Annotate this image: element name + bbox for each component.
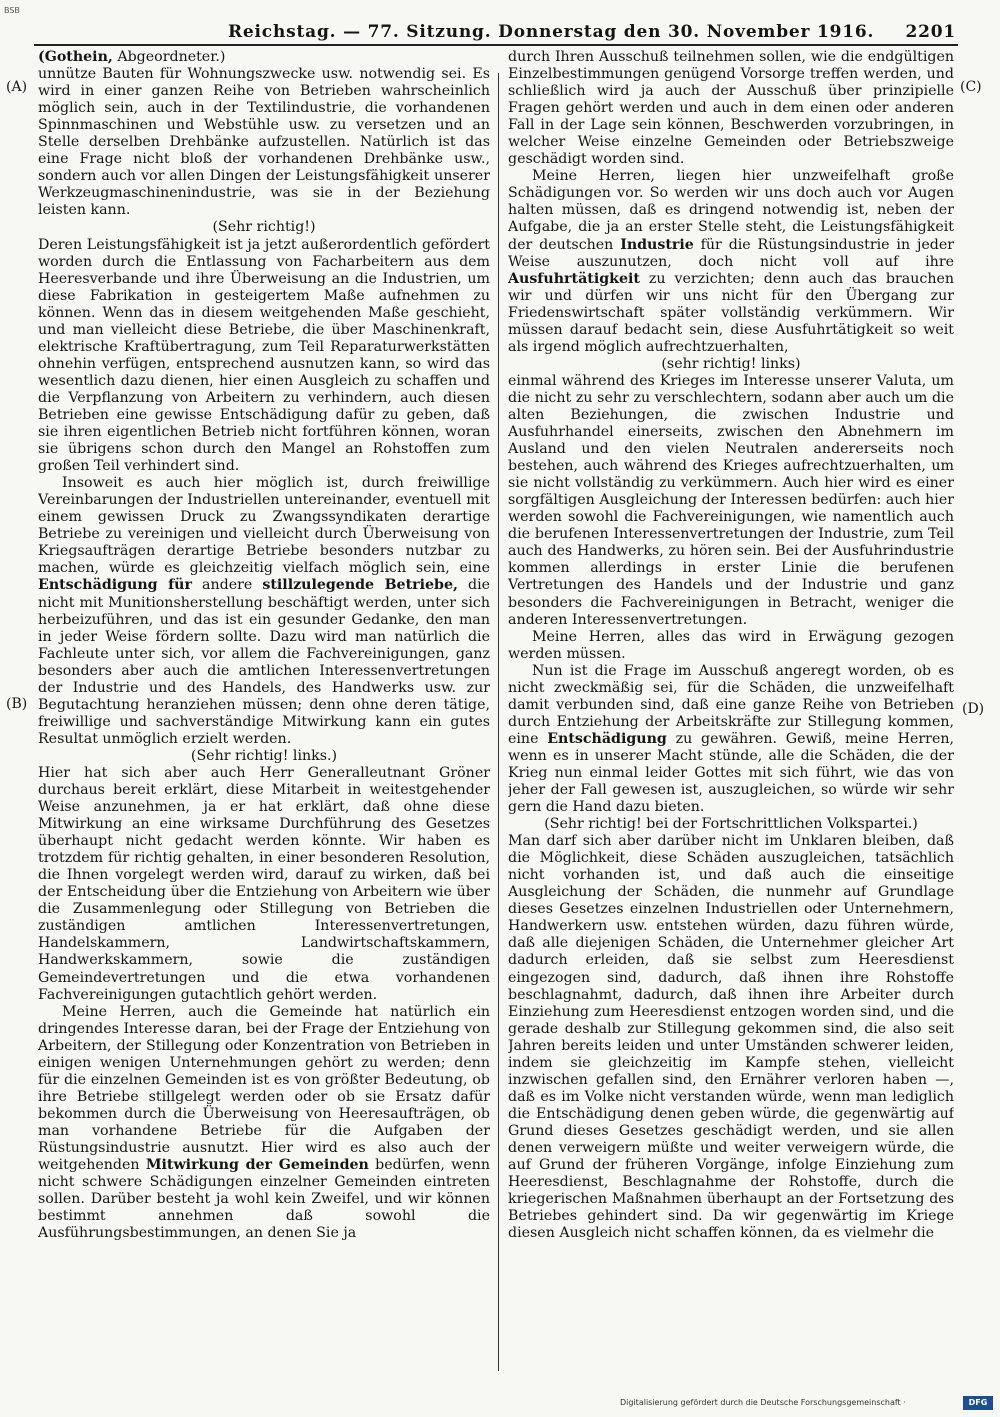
speaker-role: Abgeordneter.): [117, 49, 226, 65]
emphasis: stillzulegende Betriebe,: [262, 577, 458, 594]
margin-marker-d: (D): [962, 701, 985, 717]
paragraph: Man darf sich aber darüber nicht im Unklaren bleiben, daß die Möglichkeit, diese Schäden auszugleichen, tatsächlich nicht vorhanden ist, und daß auch die einseitige Ausgleichung der Schäden, die nunmehr auf Grundlage dieses Gesetzes einzelnen Industriellen oder Unternehmern, Handwerkern usw. entstehen würden, dazu führen würde, daß alle diejenigen Schäden, die Unternehmer gleicher Art dadurch erleiden, daß sie selbst zum Heeresdienst eingezogen sind, dadurch, daß ihnen ihre Rohstoffe beschlagnahmt, dadurch, daß ihnen ihre Arbeiter durch Einziehung zum Heeresdienst entzogen worden sind, und die gerade deshalb zur Stillegung gekommen sind, die also seit Jahren bereits leiden und unter Umständen schwerer leiden, indem sie gleichzeitig im Kampfe stehen, vielleicht inzwischen gefallen sind, den Ernährer verloren haben —, daß es im Volke nicht verstanden würde, wenn man lediglich die Entschädigung denen geben würde, die gegenwärtig auf Grund dieses Gesetzes geschädigt werden, und sie allen denen verweigern müßte und weiter verweigern würde, die auf Grund der früheren Vorgänge, infolge Einziehung zum Heeresdienst, Beschlagnahme der Rohstoffe, durch die kriegerischen Maßnahmen überhaupt an der Fortsetzung des Betriebes gehindert sind. Da wir gegenwärtig im Kriege diesen Ausgleich nicht schaffen können, da es vielmehr die: [508, 833, 954, 1242]
column-rule: [498, 73, 499, 1371]
paragraph: Meine Herren, liegen hier unzweifelhaft große Schädigungen vor. So werden wir uns doch auch vor Augen halten müssen, daß es dringend notwendig ist, neben der Aufgabe, die ja an erster Stelle steht, die Leistungsfähigkeit der deutschen Industrie für die Rüstungsindustrie in jeder Weise auszunutzen, doch nicht voll auf ihre Ausfuhrtätigkeit zu verzichten; denn auch das brauchen wir und dürfen wir uns nicht für den Übergang zur Friedenswirtschaft später vollständig verkümmern. Wir müssen darauf bedacht sein, diese Ausfuhrtätigkeit so weit als irgend möglich aufrechtzuerhalten,: [508, 168, 954, 355]
emphasis: Mitwirkung der Gemeinden: [145, 1157, 369, 1174]
speaker-line: [38, 49, 490, 66]
speaker-name: (Gothein,: [38, 49, 113, 65]
emphasis: Entschädigung: [547, 730, 667, 747]
emphasis: Ausfuhrtätigkeit: [508, 270, 640, 287]
paragraph: Deren Leistungsfähigkeit ist ja jetzt außerordentlich gefördert worden durch die Entlassung von Facharbeitern aus dem Heeresverbande und ihre Überweisung an die Industrien, um diese Fabrikation in gesteigertem Maße aufnehmen zu können. Wenn das in diesem weitgehenden Maße geschieht, und man vielleicht diese Betriebe, die über Maschinenkraft, elektrische Kraftübertragung, zum Teil Reparaturwerkstätten ohnehin verfügen, entsprechend ausnutzen kann, so wird das wesentlich dazu dienen, hier einen Ausgleich zu schaffen und die Verpflanzung von Arbeitern zu verhindern, auch diesen Betrieben eine gewisse Entschädigung dafür zu geben, daß sie ihren eigentlichen Betrieb nicht fortführen können, woran sie übrigens schon durch den Mangel an Rohstoffen zum großen Teil verhindert sind.: [38, 236, 490, 475]
paragraph: Nun ist die Frage im Ausschuß angeregt worden, ob es nicht zweckmäßig sei, für die Schäden, die unzweifelhaft damit verbunden sind, daß eine ganze Reihe von Betrieben durch Entziehung der Arbeitskräfte zur Stillegung kommen, eine Entschädigung zu gewähren. Gewiß, meine Herren, wenn es in unserer Macht stünde, alle die Schäden, die der Krieg nun einmal leider Gottes mit sich führt, wie das von jeher der Fall gewesen ist, auszugleichen, so würde wir sehr gern die Hand dazu bieten.: [508, 662, 954, 816]
paragraph: Insoweit es auch hier möglich ist, durch freiwillige Vereinbarungen der Industriellen untereinander, eventuell mit einem gewissen Druck zu Zwangssyndikaten derartige Betriebe zu vereinigen und vielleicht durch Überweisung von Kriegsaufträgen derartige Betriebe besonders nutzbar zu machen, würde es gleichzeitig vielfach möglich sein, eine Entschädigung für andere stillzulegende Betriebe, die nicht mit Munitionsherstellung beschäftigt werden, unter sich herbeizuführen, und das ist ein gesunder Gedanke, den man in jeder Weise fördern sollte. Dazu wird man natürlich die Fachleute unter sich, vor allem die Fachvereinigungen, ganz besonders aber auch die amtlichen Interessenvertretungen der Industrie und des Handels, des Handwerks usw. zur Begutachtung heranziehen müssen; denn ohne deren tätige, freiwillige und sachverständige Mitwirkung kann ein gutes Resultat unmöglich erzielt werden.: [38, 475, 490, 747]
paragraph: unnütze Bauten für Wohnungszwecke usw. notwendig sei. Es wird in einer ganzen Reihe von Betrieben wahrscheinlich möglich sein, auch in der Textilindustrie, die vorhandenen Spinnmaschinen und Webstühle usw. zu versetzen und an Stelle derselben Drehbänke aufzustellen. Natürlich ist das eine Frage nicht bloß der vorhandenen Drehbänke usw., sondern auch vor allen Dingen der Leistungsfähigkeit unserer Werkzeugmaschinenindustrie, was sie in der Beziehung leisten kann.: [38, 66, 490, 219]
running-head: Reichstag. — 77. Sitzung. Donnerstag den 30. November 1916.: [228, 22, 875, 42]
margin-marker-b: (B): [6, 696, 28, 712]
left-column: [38, 49, 490, 1371]
dfg-logo: DFG: [963, 1396, 993, 1410]
emphasis: Entschädigung für: [38, 577, 192, 594]
paragraph: durch Ihren Ausschuß teilnehmen sollen, wie die endgültigen Einzelbestimmungen genügend Vorsorge treffen werden, und schließlich wird ja auch der Ausschuß über prinzipielle Fragen gehört werden und auch in dem einen oder anderen Fall in der Lage sein können, Beschwerden vorzubringen, in welcher Weise einzelne Gemeinden oder Betriebszweige geschädigt worden sind.: [508, 49, 954, 168]
interjection: (Sehr richtig! links.): [190, 747, 338, 764]
margin-marker-a: (A): [6, 79, 28, 95]
page-number: 2201: [905, 22, 956, 42]
interjection: (sehr richtig! links): [661, 355, 801, 372]
interjection: (Sehr richtig!): [212, 219, 316, 236]
paragraph: einmal während des Krieges im Interesse unserer Valuta, um die nicht zu sehr zu verschlechtern, sodann aber auch um die alten Beziehungen, die zwischen Industrie und Ausfuhrhandel einerseits, zwischen den Abnehmern im Ausland und den vielen Neutralen andererseits noch bestehen, auch während des Krieges aufrechtzuerhalten, um sie nicht vollständig zu verkümmern. Auch hier wird es einer sorgfältigen Ausgleichung der Interessen bedürfen: auch hier werden sowohl die Fachvereinigungen, wie namentlich auch die berufenen Interessenvertretungen der Industrie, zum Teil auch des Handwerks, zu hören sein. Bei der Ausfuhrindustrie kommen allerdings in erster Linie die berufenen Vertretungen des Handels und der Industrie und ganz besonders die Fachvereinigungen in Betracht, weniger die anderen Interessenvertretungen.: [508, 372, 954, 628]
paragraph: Hier hat sich aber auch Herr Generalleutnant Gröner durchaus bereit erklärt, diese Mitarbeit in weitestgehender Weise anzunehmen, ja er hat erklärt, daß ohne diese Mitwirkung an eine wirksame Durchführung des Gesetzes überhaupt nicht gedacht werden könnte. Wir haben es trotzdem für richtig gehalten, in einer besonderen Resolution, die Ihnen vorgelegt werden wird, darauf zu wirken, daß bei der Entscheidung über die Entziehung von Arbeitern wie über die Zusammenlegung oder Stillegung von Betrieben die zuständigen amtlichen Interessenvertretungen, Handelskammern, Landwirtschaftskammern, Handwerkskammern, sowie die zuständigen Gemeindevertretungen und die etwa vorhandenen Fachvereinigungen gutachtlich gehört werden.: [38, 764, 490, 1003]
digitization-credit: Digitalisierung gefördert durch die Deutsche Forschungsgemeinschaft ·: [620, 1398, 906, 1407]
margin-marker-c: (C): [960, 79, 982, 95]
header-rule: [34, 44, 958, 46]
emphasis: Industrie: [620, 236, 694, 253]
library-stamp: BSB: [4, 6, 20, 15]
paragraph: Meine Herren, alles das wird in Erwägung gezogen werden müssen.: [508, 628, 954, 662]
interjection: (Sehr richtig! bei der Fortschrittlichen Volkspartei.): [544, 816, 918, 833]
right-column: [508, 49, 954, 1371]
paragraph: Meine Herren, auch die Gemeinde hat natürlich ein dringendes Interesse daran, bei der Frage der Entziehung von Arbeitern, der Stillegung oder Konzentration von Betrieben in einigen wenigen Unternehmungen gehört zu werden; denn für die einzelnen Gemeinden ist es von größter Bedeutung, ob ihre Betriebe stillgelegt werden oder ob sie Ersatz dafür bekommen durch die Überweisung von Heeresaufträgen, ob man vorhandene Betriebe für die Aufgaben der Rüstungsindustrie ausnutzt. Hier wird es also auch der weitgehenden Mitwirkung der Gemeinden bedürfen, wenn nicht schwere Schädigungen einzelner Gemeinden eintreten sollen. Darüber besteht ja wohl kein Zweifel, und wir können bestimmt annehmen daß sowohl die Ausführungsbestimmungen, an denen Sie ja: [38, 1003, 490, 1242]
